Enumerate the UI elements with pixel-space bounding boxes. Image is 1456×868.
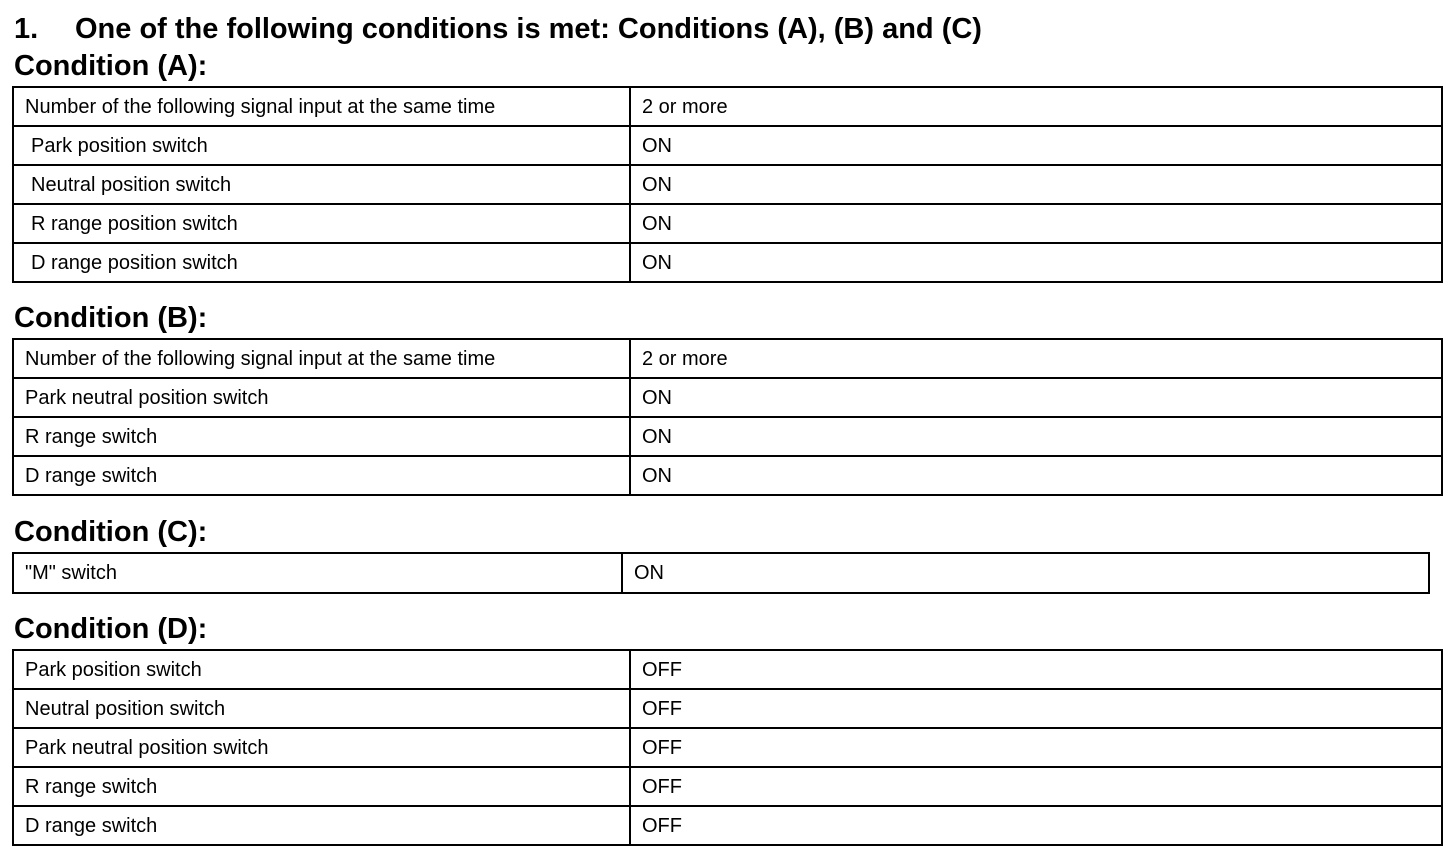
condition-a-table <box>12 86 1443 283</box>
row-value: OFF <box>630 767 1442 806</box>
row-value: ON <box>630 165 1442 204</box>
table-row <box>13 728 1442 767</box>
row-label: D range switch <box>13 456 630 495</box>
condition-b-table <box>12 338 1443 496</box>
row-value: OFF <box>630 806 1442 845</box>
row-label: Park neutral position switch <box>13 378 630 417</box>
table-row <box>13 339 1442 378</box>
row-label: Neutral position switch <box>13 165 630 204</box>
condition-a-heading: Condition (A): <box>14 50 208 82</box>
table-row <box>13 650 1442 689</box>
row-value: ON <box>630 456 1442 495</box>
row-value: ON <box>630 417 1442 456</box>
row-value: ON <box>622 553 1429 593</box>
table-row <box>13 553 1429 593</box>
row-value: 2 or more <box>630 87 1442 126</box>
condition-d-table <box>12 649 1443 846</box>
row-value: OFF <box>630 650 1442 689</box>
table-row <box>13 767 1442 806</box>
condition-c-heading: Condition (C): <box>14 516 208 548</box>
table-row <box>13 456 1442 495</box>
table-row <box>13 243 1442 282</box>
table-row <box>13 126 1442 165</box>
table-row <box>13 417 1442 456</box>
row-label: D range position switch <box>13 243 630 282</box>
row-label: Number of the following signal input at the same time <box>13 87 630 126</box>
row-value: 2 or more <box>630 339 1442 378</box>
table-row <box>13 204 1442 243</box>
row-value: ON <box>630 204 1442 243</box>
table-row <box>13 806 1442 845</box>
row-label: R range switch <box>13 767 630 806</box>
row-label: Neutral position switch <box>13 689 630 728</box>
row-label: R range switch <box>13 417 630 456</box>
row-label: Number of the following signal input at the same time <box>13 339 630 378</box>
main-heading-text: One of the following conditions is met: Conditions (A), (B) and (C) <box>75 13 982 45</box>
table-row <box>13 689 1442 728</box>
row-label: D range switch <box>13 806 630 845</box>
table-row <box>13 87 1442 126</box>
row-value: ON <box>630 243 1442 282</box>
main-heading-number: 1. <box>14 13 39 45</box>
row-value: ON <box>630 378 1442 417</box>
condition-d-heading: Condition (D): <box>14 613 208 645</box>
row-label: "M" switch <box>13 553 622 593</box>
row-value: ON <box>630 126 1442 165</box>
table-row <box>13 165 1442 204</box>
row-label: Park position switch <box>13 650 630 689</box>
row-label: Park neutral position switch <box>13 728 630 767</box>
condition-c-table <box>12 552 1430 594</box>
main-heading <box>14 12 982 46</box>
table-row <box>13 378 1442 417</box>
condition-b-heading: Condition (B): <box>14 302 208 334</box>
row-label: R range position switch <box>13 204 630 243</box>
row-value: OFF <box>630 728 1442 767</box>
row-value: OFF <box>630 689 1442 728</box>
row-label: Park position switch <box>13 126 630 165</box>
